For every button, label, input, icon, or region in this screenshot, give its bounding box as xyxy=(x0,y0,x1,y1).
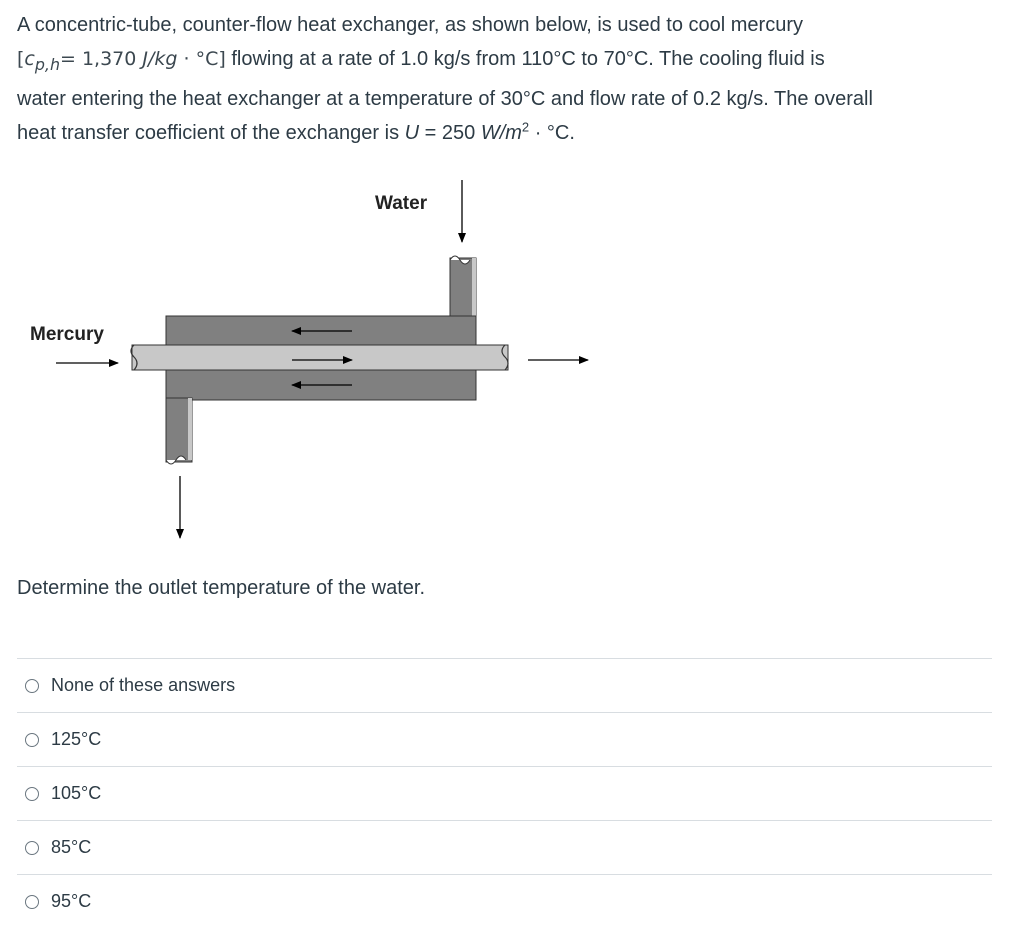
answer-option[interactable] xyxy=(17,712,992,766)
answer-label: 95°C xyxy=(51,891,92,911)
question-line-3: water entering the heat exchanger at a temperature of 30°C and flow rate of 0.2 kg/s. The overall xyxy=(17,87,873,110)
answer-label: 105°C xyxy=(51,783,102,803)
cp-open-bracket: [ xyxy=(17,48,25,70)
radio-button[interactable] xyxy=(25,679,39,693)
question-text xyxy=(17,8,1007,150)
radio-button[interactable] xyxy=(25,787,39,801)
answer-option[interactable] xyxy=(17,820,992,874)
answer-option[interactable] xyxy=(17,874,992,928)
answer-list xyxy=(17,658,992,928)
question-line-2-rest: flowing at a rate of 1.0 kg/s from 110°C to 70°C. The cooling fluid is xyxy=(225,48,825,70)
radio-button[interactable] xyxy=(25,841,39,855)
cp-symbol: c xyxy=(24,48,35,70)
answer-option[interactable] xyxy=(17,766,992,820)
question-line-2 xyxy=(17,42,1007,82)
radio-button[interactable] xyxy=(25,733,39,747)
answer-label: 85°C xyxy=(51,837,92,857)
cp-units: J/kg xyxy=(142,48,178,70)
cp-value: = 1,370 xyxy=(60,48,143,70)
u-symbol: U xyxy=(404,121,420,144)
question-line-4-pre: heat transfer coefficient of the exchanger is xyxy=(17,121,405,144)
question-line-1: A concentric-tube, counter-flow heat exchanger, as shown below, is used to cool mercury xyxy=(17,14,803,36)
water-label: Water xyxy=(375,193,428,214)
cp-subscript: p,h xyxy=(34,54,60,74)
answer-label: 125°C xyxy=(51,729,102,749)
u-value: = 250 xyxy=(419,121,481,144)
u-tail: · °C. xyxy=(529,121,575,144)
inner-tube xyxy=(132,345,508,370)
heat-exchanger-diagram xyxy=(0,170,640,560)
mercury-label: Mercury xyxy=(30,324,104,345)
cp-units-tail: · °C] xyxy=(177,48,226,70)
cp-expression xyxy=(17,48,226,74)
radio-button[interactable] xyxy=(25,895,39,909)
answer-label: None of these answers xyxy=(51,675,236,695)
answer-option[interactable] xyxy=(17,658,992,712)
u-exponent: 2 xyxy=(521,119,530,135)
question-line-4 xyxy=(17,116,1007,150)
u-units: W/m xyxy=(480,121,522,144)
question-prompt: Determine the outlet temperature of the water. xyxy=(17,577,425,599)
